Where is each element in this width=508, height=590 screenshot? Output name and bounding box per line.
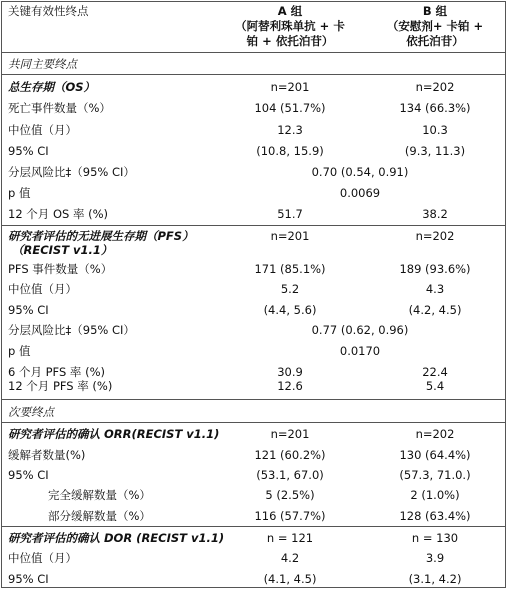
value-a: (53.1, 67.0) [256,468,324,482]
divider [2,52,505,53]
row-label: 分层风险比‡（95% CI） [8,165,135,179]
value-a: (10.8, 15.9) [256,144,324,158]
value-b: 134 (66.3%) [399,101,471,115]
value-b: 22.4 [422,365,448,379]
value-b: 189 (93.6%) [399,262,471,276]
value-b: 5.4 [425,379,445,393]
header-group-a-line3: 铂 + 依托泊苷） [246,34,334,48]
pfs-n-b: n=202 [415,229,455,243]
row-label: 分层风险比‡（95% CI） [8,323,135,337]
header-group-b-line2: （安慰剂+ 卡铂 + [386,19,484,33]
dor-n-b: n = 130 [411,531,459,545]
row-label: p 值 [8,186,31,200]
divider [2,74,505,75]
row-label: 95% CI [8,144,49,158]
value-a: 51.7 [277,207,303,221]
row-label: 95% CI [8,303,49,317]
divider [2,225,505,226]
row-label: 6 个月 PFS 率 (%) [8,365,105,379]
value-a: 104 (51.7%) [254,101,326,115]
value-a: (4.1, 4.5) [263,572,317,586]
row-label: 中位值（月） [8,123,77,137]
value-b: (9.3, 11.3) [404,144,466,158]
value-a: 5 (2.5%) [265,488,315,502]
value-b: 4.3 [425,282,445,296]
header-group-a-line2: （阿替利珠单抗 + 卡 [235,19,345,33]
value-a: 12.6 [277,379,303,393]
value-a: (4.4, 5.6) [263,303,317,317]
section-primary-title: 共同主要终点 [8,57,77,71]
divider [2,526,505,527]
row-label: PFS 事件数量（%） [8,262,113,276]
dor-title: 研究者评估的确认 DOR (RECIST v1.1) [8,531,225,545]
row-label: 中位值（月） [8,551,77,565]
os-n-b: n=202 [415,80,455,94]
value-b: (4.2, 4.5) [408,303,462,317]
value-b: 130 (64.4%) [399,448,471,462]
value-combined: 0.70 (0.54, 0.91) [311,165,409,179]
value-a: 4.2 [280,551,300,565]
os-title: 总生存期（OS） [8,80,96,94]
row-label: 95% CI [8,468,49,482]
row-label: 95% CI [8,572,49,586]
value-a: 121 (60.2%) [254,448,326,462]
row-label: 缓解者数量(%) [8,448,86,462]
value-b: (57.3, 71.0.) [399,468,471,482]
efficacy-table [1,1,506,588]
value-b: 10.3 [422,123,448,137]
value-a: 171 (85.1%) [254,262,326,276]
value-a: 12.3 [277,123,303,137]
value-b: (3.1, 4.2) [408,572,462,586]
value-a: 116 (57.7%) [254,509,326,523]
orr-title: 研究者评估的确认 ORR(RECIST v1.1) [8,427,220,441]
row-label: p 值 [8,344,31,358]
section-secondary-title: 次要终点 [8,405,54,419]
row-label: 12 个月 OS 率 (%) [8,207,109,221]
row-label: 12 个月 PFS 率 (%) [8,379,113,393]
orr-n-a: n=201 [270,427,310,441]
divider [2,399,505,400]
row-label: 死亡事件数量（%） [8,101,111,115]
value-a: 5.2 [280,282,300,296]
value-combined: 0.0069 [339,186,381,200]
header-group-b-line3: 依托泊苷） [406,34,464,48]
orr-n-b: n=202 [415,427,455,441]
row-label: 中位值（月） [8,282,77,296]
value-b: 38.2 [422,207,448,221]
value-a: 30.9 [277,365,303,379]
value-b: 128 (63.4%) [399,509,471,523]
value-b: 3.9 [425,551,445,565]
row-label: 完全缓解数量（%） [48,488,151,502]
os-n-a: n=201 [270,80,310,94]
pfs-title-line2: （RECIST v1.1） [12,243,113,257]
value-combined: 0.77 (0.62, 0.96) [311,323,409,337]
pfs-title: 研究者评估的无进展生存期（PFS） [8,229,194,243]
row-label: 部分缓解数量（%） [48,509,151,523]
value-combined: 0.0170 [339,344,381,358]
dor-n-a: n = 121 [266,531,314,545]
header-group-b-title: B 组 [422,4,448,18]
divider [2,422,505,423]
pfs-n-a: n=201 [270,229,310,243]
header-endpoint-label: 关键有效性终点 [8,4,89,18]
header-group-a-title: A 组 [277,4,303,18]
value-b: 2 (1.0%) [410,488,460,502]
